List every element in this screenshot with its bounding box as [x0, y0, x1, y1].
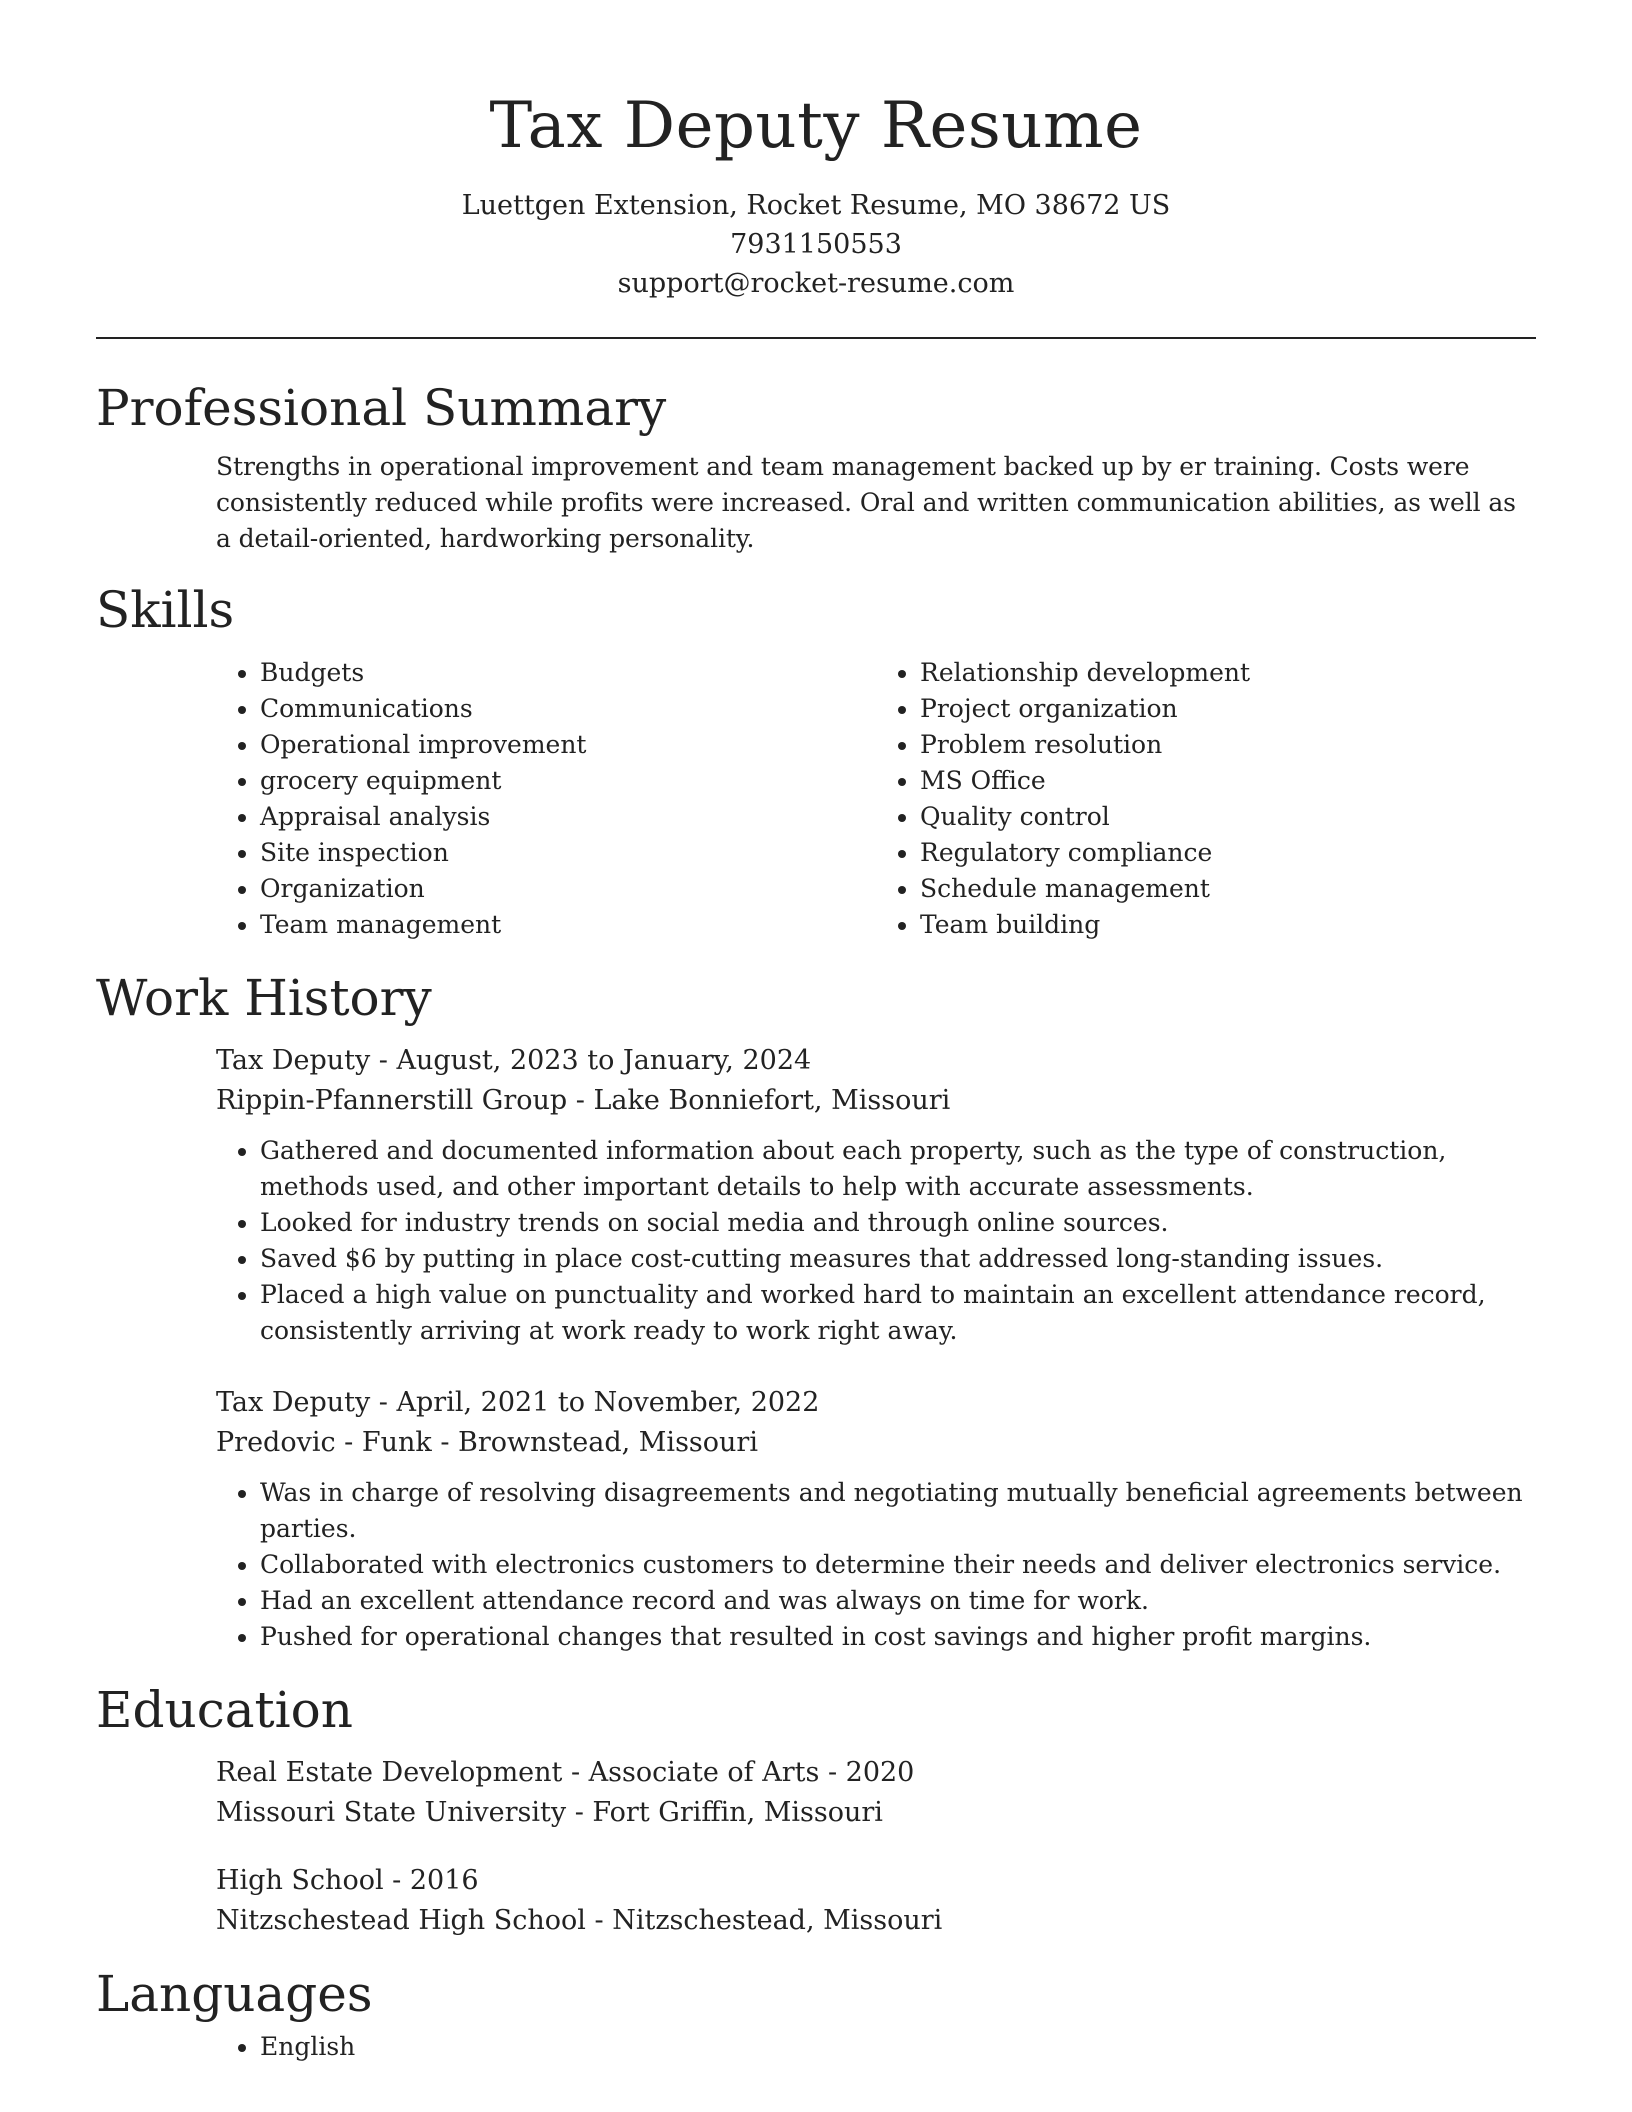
job-bullets	[216, 1133, 1536, 1349]
language-item: • English	[260, 2029, 1536, 2065]
education-degree: Real Estate Development - Associate of Arts - 2020	[216, 1757, 915, 1788]
summary-heading: Professional Summary	[96, 379, 667, 437]
education-entry	[216, 1861, 1536, 1941]
contact-email: support@rocket-resume.com	[617, 268, 1015, 299]
job-bullet: • Pushed for operational changes that resulted in cost savings and higher profit margins.	[260, 1619, 1536, 1655]
skill-item: • Regulatory compliance	[920, 835, 1536, 871]
skill-item: • Quality control	[920, 799, 1536, 835]
job-company-location: Rippin-Pfannerstill Group - Lake Bonniefort, Missouri	[216, 1085, 951, 1116]
job-bullet: • Saved $6 by putting in place cost-cutting measures that addressed long-standing issues.	[260, 1241, 1536, 1277]
skill-item: • Budgets	[260, 655, 876, 691]
job-company-location: Predovic - Funk - Brownstead, Missouri	[216, 1427, 758, 1458]
work-history-section	[96, 967, 1536, 1655]
job-bullets	[216, 1475, 1536, 1655]
skill-item: • Team management	[260, 907, 876, 943]
header-divider	[96, 337, 1536, 339]
skill-item: • Site inspection	[260, 835, 876, 871]
job-bullet: • Collaborated with electronics customers to determine their needs and deliver electronics service.	[260, 1547, 1536, 1583]
education-school: Missouri State University - Fort Griffin, Missouri	[216, 1797, 883, 1828]
job-bullet: • Placed a high value on punctuality and worked hard to maintain an excellent attendance record, consistently arriving at work ready to work right away.	[260, 1277, 1536, 1349]
summary-text: Strengths in operational improvement and team management backed up by er training. Costs were consistently reduced while profits were increased. Oral and written communication abilities, as well as a detail-oriented, hardworking personality.	[216, 452, 1516, 553]
job-bullet: • Was in charge of resolving disagreements and negotiating mutually beneficial agreements between parties.	[260, 1475, 1536, 1547]
languages-section	[96, 1963, 1536, 2065]
skill-item: • Organization	[260, 871, 876, 907]
education-degree: High School - 2016	[216, 1865, 479, 1896]
job-entry	[216, 1041, 1536, 1349]
skill-item: • Relationship development	[920, 655, 1536, 691]
contact-address: Luettgen Extension, Rocket Resume, MO 38672 US	[461, 190, 1171, 221]
job-entry	[216, 1383, 1536, 1655]
skills-heading: Skills	[96, 581, 235, 639]
summary-section	[96, 377, 1536, 557]
resume-title: Tax Deputy Resume	[489, 89, 1143, 163]
education-school: Nitzschestead High School - Nitzschestead, Missouri	[216, 1905, 943, 1936]
job-title-dates: Tax Deputy - August, 2023 to January, 2024	[216, 1045, 812, 1076]
job-bullet: • Had an excellent attendance record and was always on time for work.	[260, 1583, 1536, 1619]
skill-item: • Project organization	[920, 691, 1536, 727]
resume-header	[96, 0, 1536, 303]
skill-item: • Operational improvement	[260, 727, 876, 763]
resume-page	[96, 0, 1536, 2065]
contact-phone: 7931150553	[730, 229, 902, 260]
languages-list	[216, 2029, 1536, 2065]
skill-item: • Team building	[920, 907, 1536, 943]
languages-heading: Languages	[96, 1965, 373, 2023]
skill-item: • Communications	[260, 691, 876, 727]
education-heading: Education	[96, 1681, 353, 1739]
job-title-dates: Tax Deputy - April, 2021 to November, 2022	[216, 1387, 820, 1418]
skill-item: • Problem resolution	[920, 727, 1536, 763]
skill-item: • grocery equipment	[260, 763, 876, 799]
skill-item: • MS Office	[920, 763, 1536, 799]
education-entry	[216, 1753, 1536, 1833]
skills-list-left	[216, 655, 876, 943]
skill-item: • Appraisal analysis	[260, 799, 876, 835]
job-bullet: • Looked for industry trends on social media and through online sources.	[260, 1205, 1536, 1241]
skills-list-right	[876, 655, 1536, 943]
skill-item: • Schedule management	[920, 871, 1536, 907]
work-history-heading: Work History	[96, 969, 432, 1027]
education-section	[96, 1679, 1536, 1941]
job-bullet: • Gathered and documented information about each property, such as the type of construction, methods used, and other important details to help with accurate assessments.	[260, 1133, 1536, 1205]
skills-section	[96, 579, 1536, 943]
